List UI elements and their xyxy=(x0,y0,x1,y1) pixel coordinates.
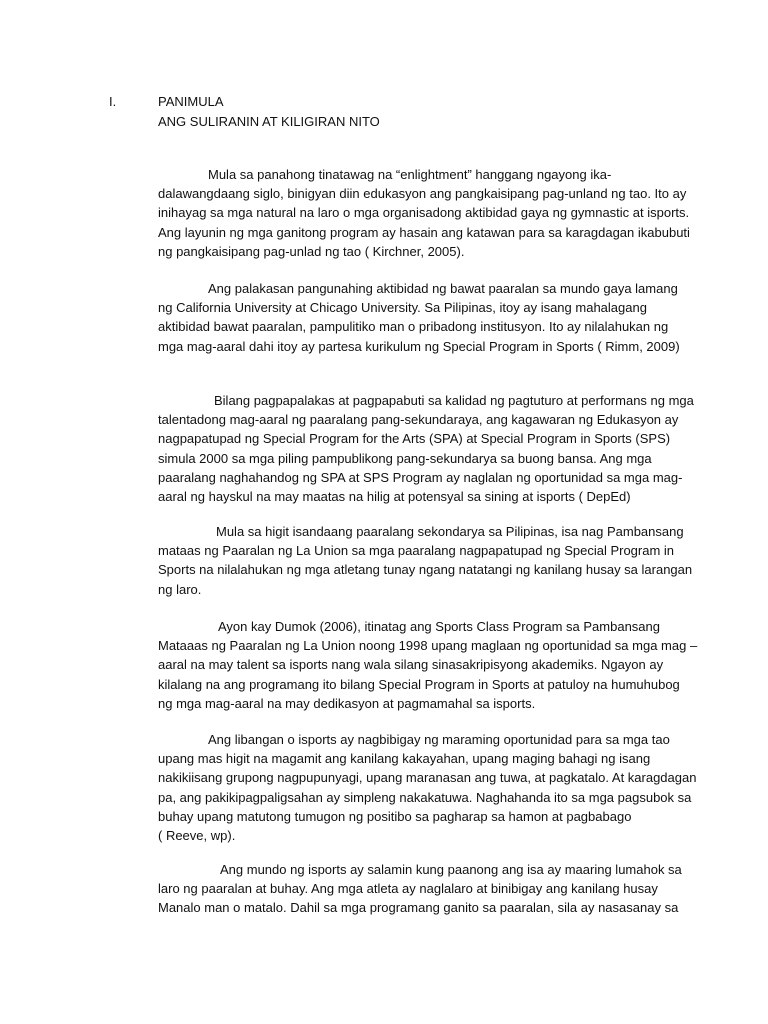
paragraph-line: Ayon kay Dumok (2006), itinatag ang Sports Class Program sa Pambansang xyxy=(218,619,660,634)
paragraph-3 xyxy=(158,391,698,506)
paragraph-6 xyxy=(158,730,698,845)
paragraph-line: nakikiisang grupong nagpupunyagi, upang maranasan ang tuwa, at pagkatalo. At karagdagan xyxy=(158,770,697,786)
paragraph-line: ng mga mag-aaral na may dedikasyon at pagmamahal sa isports. xyxy=(158,695,536,711)
paragraph-line: pa, ang pakikipagpaligsahan ay simpleng nakakatuwa. Naghahanda ito sa mga pagsubok sa xyxy=(158,789,692,805)
paragraph-line: Mula sa higit isandaang paaralang sekondarya sa Pilipinas, isa nag Pambansang xyxy=(216,524,684,539)
paragraph-line: Ang layunin ng mga ganitong program ay hasain ang katawan para sa karagdagan ikabubuti xyxy=(158,224,690,240)
paragraph-line: upang mas higit na magamit ang kanilang kakayahan, upang maging bahagi ng isang xyxy=(158,751,651,767)
paragraph-line: mga mag-aaral dahi itoy ay partesa kurikulum ng Special Program in Sports ( Rimm, 2009) xyxy=(158,338,680,354)
paragraph-1 xyxy=(158,165,698,261)
paragraph-line: Ang mundo ng isports ay salamin kung paanong ang isa ay maaring lumahok sa xyxy=(220,862,682,877)
paragraph-line: inihayag sa mga natural na laro o mga organisadong aktibidad gaya ng gymnastic at isports. xyxy=(158,205,690,221)
paragraph-line: ng pangkaisipang pag-unlad ng tao ( Kirchner, 2005). xyxy=(158,243,465,259)
paragraph-line: aktibidad bawat paaralan, pampulitiko man o pribadong institusyon. Ito ay nilalahukan ng xyxy=(158,319,669,335)
paragraph-line: dalawangdaang siglo, binigyan diin edukasyon ang pangkaisipang pag-unland ng tao. Ito ay xyxy=(158,186,687,202)
paragraph-2 xyxy=(158,279,698,356)
paragraph-line: nagpapatupad ng Special Program for the Arts (SPA) at Special Program in Sports (SPS) xyxy=(158,431,671,447)
paragraph-line: mataas ng Paaralan ng La Union sa mga paaralang nagpapatupad ng Special Program in xyxy=(158,543,675,559)
paragraph-line: ng California University at Chicago University. Sa Pilipinas, itoy ay isang mahalagang xyxy=(158,300,647,316)
paragraph-5 xyxy=(158,617,698,713)
paragraph-line: buhay upang matutong tumugon ng positibo sa pagharap sa hamon at pagbabago xyxy=(158,808,632,824)
section-title: PANIMULA xyxy=(158,94,224,109)
paragraph-line: aaral ng hayskul na may maatas na hilig at potensyal sa sining at isports ( DepEd) xyxy=(158,489,631,505)
paragraph-4 xyxy=(158,522,698,599)
paragraph-line: Manalo man o matalo. Dahil sa mga programang ganito sa paaralan, sila ay nasasanay sa xyxy=(158,900,679,916)
paragraph-line: laro ng paaralan at buhay. Ang mga atleta ay naglalaro at binibigay ang kanilang husay xyxy=(158,881,658,897)
paragraph-line: Bilang pagpapalakas at pagpapabuti sa kalidad ng pagtuturo at performans ng mga xyxy=(214,393,694,408)
paragraph-line: simula 2000 sa mga piling pampublikong pang-sekundarya sa buong bansa. Ang mga xyxy=(158,450,652,466)
paragraph-line: talentadong mag-aaral ng paaralang pang-sekundaraya, ang kagawaran ng Edukasyon ay xyxy=(158,412,679,428)
paragraph-line: Ang libangan o isports ay nagbibigay ng maraming oportunidad para sa mga tao xyxy=(208,732,670,747)
paragraph-line: ng laro. xyxy=(158,581,202,597)
paragraph-line: Mula sa panahong tinatawag na “enlightment” hanggang ngayong ika- xyxy=(208,167,612,182)
paragraph-line: Mataaas ng Paaralan ng La Union noong 1998 upang maglaan ng oportunidad sa mga mag – xyxy=(158,638,698,654)
section-subtitle: ANG SULIRANIN AT KILIGIRAN NITO xyxy=(158,114,380,129)
paragraph-line: Sports na nilalahukan ng mga atletang tunay ngang natatangi ng kanilang husay sa larangan xyxy=(158,562,693,578)
paragraph-line: aaral na may talent sa isports nang wala silang sinasakripisyong akademiks. Ngayon ay xyxy=(158,657,664,673)
section-number: I. xyxy=(109,94,117,109)
paragraph-line: kilalang na ang programang ito bilang Special Program in Sports at patuloy na humuhubog xyxy=(158,676,680,692)
paragraph-7 xyxy=(158,860,698,918)
paragraph-line: Ang palakasan pangunahing aktibidad ng bawat paaralan sa mundo gaya lamang xyxy=(208,281,678,296)
paragraph-line: ( Reeve, wp). xyxy=(158,828,236,844)
paragraph-line: paaralang naghahandog ng SPA at SPS Program ay naglalan ng oportunidad sa mga mag- xyxy=(158,469,683,485)
